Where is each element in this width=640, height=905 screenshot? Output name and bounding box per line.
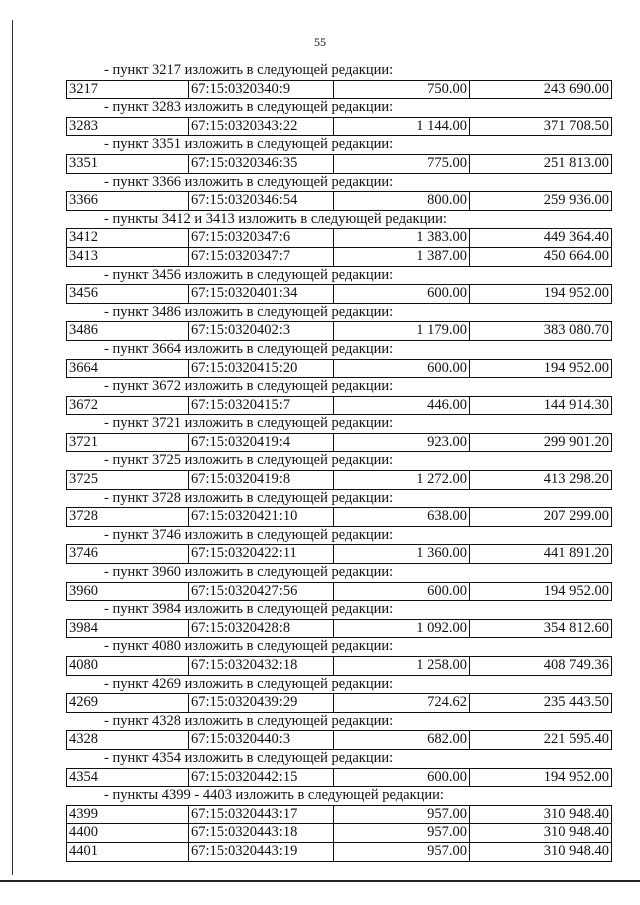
table-row	[66, 191, 612, 211]
area-cell: 600.00	[333, 285, 469, 303]
amendment-section	[66, 378, 612, 415]
amendment-heading: - пункт 3283 изложить в следующей редакции:	[104, 99, 394, 116]
amendment-heading: - пункт 3960 изложить в следующей редакции:	[104, 564, 394, 581]
area-cell: 1 258.00	[333, 657, 469, 675]
amendment-section	[66, 564, 612, 601]
amendment-heading: - пункт 4269 изложить в следующей редакции:	[104, 675, 394, 692]
table-row	[66, 470, 612, 490]
table-row	[66, 396, 612, 416]
amendment-section	[66, 452, 612, 489]
amendment-heading: - пункт 3664 изложить в следующей редакции:	[104, 340, 394, 357]
amendment-heading: - пункт 3672 изложить в следующей редакции:	[104, 378, 394, 395]
amendment-heading: - пункт 3486 изложить в следующей редакции:	[104, 303, 394, 320]
area-cell: 600.00	[333, 583, 469, 601]
amendment-section	[66, 638, 612, 675]
table-row	[66, 247, 612, 267]
value-cell: 251 813.00	[469, 155, 612, 173]
item-number-cell: 3721	[66, 434, 188, 452]
table-row	[66, 768, 612, 788]
item-number-cell: 3413	[66, 248, 188, 266]
value-cell: 449 364.40	[469, 229, 612, 247]
table-row	[66, 582, 612, 602]
cadastral-number-cell: 67:15:0320443:19	[188, 843, 333, 861]
cadastral-number-cell: 67:15:0320422:11	[188, 545, 333, 563]
table-row	[66, 805, 612, 824]
cadastral-number-cell: 67:15:0320343:22	[188, 118, 333, 136]
area-cell: 1 092.00	[333, 620, 469, 638]
area-cell: 1 179.00	[333, 322, 469, 340]
cadastral-number-cell: 67:15:0320419:4	[188, 434, 333, 452]
cadastral-number-cell: 67:15:0320401:34	[188, 285, 333, 303]
item-number-cell: 4080	[66, 657, 188, 675]
table-row	[66, 284, 612, 304]
item-number-cell: 3486	[66, 322, 188, 340]
page-number: 55	[314, 35, 326, 49]
item-number-cell: 3960	[66, 583, 188, 601]
cadastral-number-cell: 67:15:0320443:17	[188, 806, 333, 824]
value-cell: 259 936.00	[469, 192, 612, 210]
value-cell: 310 948.40	[469, 824, 612, 842]
cadastral-number-cell: 67:15:0320402:3	[188, 322, 333, 340]
area-cell: 682.00	[333, 731, 469, 749]
table-row	[66, 433, 612, 453]
cadastral-number-cell: 67:15:0320346:35	[188, 155, 333, 173]
amendment-heading: - пункт 4354 изложить в следующей редакции:	[104, 749, 394, 766]
amendment-section	[66, 341, 612, 378]
amendment-heading: - пункт 3746 изложить в следующей редакции:	[104, 526, 394, 543]
table-row	[66, 80, 612, 100]
amendment-section	[66, 136, 612, 173]
amendment-section	[66, 211, 612, 267]
value-cell: 243 690.00	[469, 81, 612, 99]
table-row	[66, 228, 612, 247]
value-cell: 371 708.50	[469, 118, 612, 136]
amendment-section	[66, 304, 612, 341]
amendment-heading: - пункты 3412 и 3413 изложить в следующей редакции:	[104, 210, 447, 227]
table-row	[66, 117, 612, 137]
amendment-section	[66, 490, 612, 527]
cadastral-number-cell: 67:15:0320340:9	[188, 81, 333, 99]
item-number-cell: 4400	[66, 824, 188, 842]
amendment-section	[66, 601, 612, 638]
cadastral-number-cell: 67:15:0320419:8	[188, 471, 333, 489]
cadastral-number-cell: 67:15:0320443:18	[188, 824, 333, 842]
amendment-section	[66, 62, 612, 99]
amendment-section	[66, 750, 612, 787]
amendment-heading: - пункт 3456 изложить в следующей редакции:	[104, 266, 394, 283]
cadastral-number-cell: 67:15:0320440:3	[188, 731, 333, 749]
value-cell: 310 948.40	[469, 843, 612, 861]
amendment-section	[66, 713, 612, 750]
amendment-heading: - пункт 3366 изложить в следующей редакции:	[104, 173, 394, 190]
value-cell: 194 952.00	[469, 285, 612, 303]
area-cell: 923.00	[333, 434, 469, 452]
area-cell: 957.00	[333, 843, 469, 861]
item-number-cell: 3664	[66, 360, 188, 378]
table-row	[66, 619, 612, 639]
area-cell: 724.62	[333, 694, 469, 712]
amendment-heading: - пункты 4399 - 4403 изложить в следующей редакции:	[104, 787, 444, 804]
item-number-cell: 3725	[66, 471, 188, 489]
cadastral-number-cell: 67:15:0320346:54	[188, 192, 333, 210]
item-number-cell: 3351	[66, 155, 188, 173]
value-cell: 310 948.40	[469, 806, 612, 824]
table-row	[66, 842, 612, 862]
area-cell: 600.00	[333, 769, 469, 787]
amendment-heading: - пункт 4080 изложить в следующей редакции:	[104, 638, 394, 655]
area-cell: 957.00	[333, 824, 469, 842]
cadastral-number-cell: 67:15:0320427:56	[188, 583, 333, 601]
value-cell: 383 080.70	[469, 322, 612, 340]
cadastral-number-cell: 67:15:0320442:15	[188, 769, 333, 787]
table-row	[66, 544, 612, 564]
table-row	[66, 321, 612, 341]
item-number-cell: 3672	[66, 397, 188, 415]
area-cell: 446.00	[333, 397, 469, 415]
item-number-cell: 3217	[66, 81, 188, 99]
area-cell: 1 383.00	[333, 229, 469, 247]
amendment-section	[66, 415, 612, 452]
value-cell: 194 952.00	[469, 360, 612, 378]
cadastral-number-cell: 67:15:0320432:18	[188, 657, 333, 675]
value-cell: 413 298.20	[469, 471, 612, 489]
amendment-heading: - пункт 3728 изложить в следующей редакции:	[104, 489, 394, 506]
cadastral-number-cell: 67:15:0320415:7	[188, 397, 333, 415]
area-cell: 600.00	[333, 360, 469, 378]
left-margin-rule	[12, 20, 13, 875]
area-cell: 750.00	[333, 81, 469, 99]
item-number-cell: 4354	[66, 769, 188, 787]
area-cell: 800.00	[333, 192, 469, 210]
value-cell: 194 952.00	[469, 583, 612, 601]
value-cell: 354 812.60	[469, 620, 612, 638]
amendment-heading: - пункт 3984 изложить в следующей редакции:	[104, 601, 394, 618]
table-row	[66, 730, 612, 750]
item-number-cell: 3366	[66, 192, 188, 210]
value-cell: 450 664.00	[469, 248, 612, 266]
amendment-heading: - пункт 4328 изложить в следующей редакции:	[104, 712, 394, 729]
cadastral-number-cell: 67:15:0320421:10	[188, 508, 333, 526]
cadastral-number-cell: 67:15:0320347:7	[188, 248, 333, 266]
value-cell: 235 443.50	[469, 694, 612, 712]
area-cell: 638.00	[333, 508, 469, 526]
amendment-section	[66, 676, 612, 713]
cadastral-number-cell: 67:15:0320347:6	[188, 229, 333, 247]
cadastral-number-cell: 67:15:0320428:8	[188, 620, 333, 638]
value-cell: 207 299.00	[469, 508, 612, 526]
item-number-cell: 3984	[66, 620, 188, 638]
value-cell: 144 914.30	[469, 397, 612, 415]
table-row	[66, 693, 612, 713]
value-cell: 299 901.20	[469, 434, 612, 452]
area-cell: 1 144.00	[333, 118, 469, 136]
item-number-cell: 3283	[66, 118, 188, 136]
amendment-section	[66, 527, 612, 564]
area-cell: 1 272.00	[333, 471, 469, 489]
table-row	[66, 154, 612, 174]
value-cell: 194 952.00	[469, 769, 612, 787]
area-cell: 1 387.00	[333, 248, 469, 266]
amendment-section	[66, 267, 612, 304]
item-number-cell: 3412	[66, 229, 188, 247]
area-cell: 957.00	[333, 806, 469, 824]
item-number-cell: 3728	[66, 508, 188, 526]
item-number-cell: 4399	[66, 806, 188, 824]
item-number-cell: 3746	[66, 545, 188, 563]
amendment-heading: - пункт 3351 изложить в следующей редакции:	[104, 136, 394, 153]
item-number-cell: 4401	[66, 843, 188, 861]
area-cell: 1 360.00	[333, 545, 469, 563]
amendment-section	[66, 99, 612, 136]
item-number-cell: 4328	[66, 731, 188, 749]
area-cell: 775.00	[333, 155, 469, 173]
item-number-cell: 3456	[66, 285, 188, 303]
value-cell: 408 749.36	[469, 657, 612, 675]
value-cell: 221 595.40	[469, 731, 612, 749]
document-body	[66, 62, 612, 862]
table-row	[66, 359, 612, 379]
table-row	[66, 507, 612, 527]
amendment-heading: - пункт 3725 изложить в следующей редакции:	[104, 452, 394, 469]
bottom-rule	[0, 880, 640, 882]
cadastral-number-cell: 67:15:0320415:20	[188, 360, 333, 378]
value-cell: 441 891.20	[469, 545, 612, 563]
table-row	[66, 823, 612, 842]
table-row	[66, 656, 612, 676]
amendment-section	[66, 174, 612, 211]
amendment-heading: - пункт 3721 изложить в следующей редакции:	[104, 415, 394, 432]
amendment-section	[66, 787, 612, 861]
amendment-heading: - пункт 3217 изложить в следующей редакции:	[104, 62, 394, 78]
cadastral-number-cell: 67:15:0320439:29	[188, 694, 333, 712]
item-number-cell: 4269	[66, 694, 188, 712]
